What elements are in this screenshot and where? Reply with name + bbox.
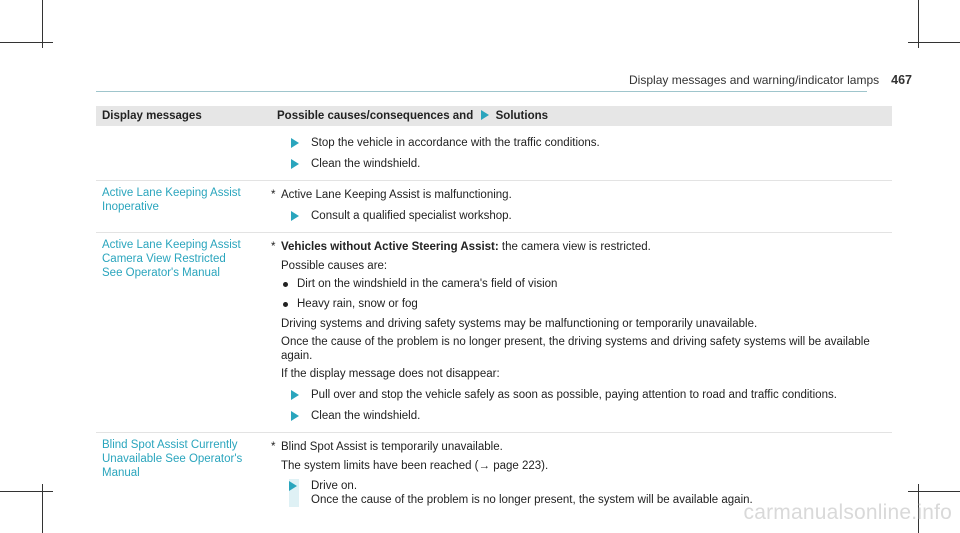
list-item-text: Dirt on the windshield in the camera's field of vision bbox=[297, 278, 558, 290]
cause-text: Blind Spot Assist is temporarily unavailable. bbox=[281, 441, 503, 453]
table-row bbox=[96, 433, 892, 510]
message-line: Unavailable See Operator's bbox=[102, 453, 243, 465]
step-text: Drive on. bbox=[311, 480, 358, 492]
cause-text: the camera view is restricted. bbox=[501, 241, 651, 253]
crop-mark bbox=[0, 491, 53, 492]
cause bbox=[271, 240, 892, 254]
step-text: Once the cause of the problem is no longer present, the system will be available again. bbox=[311, 494, 753, 506]
step-text: Pull over and stop the vehicle safely as soon as possible, paying attention to road and traffic conditions. bbox=[311, 389, 837, 401]
list-item bbox=[281, 277, 892, 291]
step-text: Stop the vehicle in accordance with the traffic conditions. bbox=[311, 137, 600, 149]
watermark: carmanualsonline.info bbox=[743, 501, 952, 524]
step-text: Consult a qualified specialist workshop. bbox=[311, 210, 512, 222]
display-messages-table bbox=[96, 106, 892, 509]
message-line: Manual bbox=[102, 467, 140, 479]
paragraph: Once the cause of the problem is no longer present, the driving systems and driving safety systems will be available again. bbox=[281, 336, 870, 362]
running-head bbox=[629, 73, 912, 87]
col-header-solutions-label: Solutions bbox=[495, 110, 549, 122]
step-text: Clean the windshield. bbox=[311, 158, 421, 170]
arrow-icon bbox=[291, 411, 299, 421]
col-header-causes bbox=[261, 106, 892, 126]
page-number: 467 bbox=[891, 73, 912, 87]
list-item bbox=[281, 297, 892, 311]
message-line: See Operator's Manual bbox=[102, 267, 220, 279]
message-line: Active Lane Keeping Assist bbox=[102, 239, 241, 251]
crop-mark bbox=[908, 42, 960, 43]
display-message bbox=[96, 433, 261, 510]
paragraph: Possible causes are: bbox=[281, 260, 388, 272]
solution-step bbox=[289, 388, 892, 402]
paragraph: If the display message does not disappear: bbox=[281, 368, 500, 380]
step-text: Clean the windshield. bbox=[311, 410, 421, 422]
header-rule bbox=[96, 91, 867, 92]
table-row bbox=[96, 126, 892, 181]
solution-step bbox=[289, 157, 892, 171]
star-marker: * bbox=[271, 441, 276, 453]
paragraph: The system limits have been reached (→ page 223). bbox=[281, 460, 549, 472]
crop-mark bbox=[908, 491, 960, 492]
bullet-icon bbox=[283, 302, 288, 307]
arrow-icon bbox=[291, 390, 299, 400]
arrow-icon bbox=[291, 138, 299, 148]
solution-step bbox=[289, 136, 892, 150]
paragraph: Driving systems and driving safety systems may be malfunctioning or temporarily unavailable. bbox=[281, 318, 758, 330]
section-title: Display messages and warning/indicator lamps bbox=[629, 73, 880, 87]
cause-text: Active Lane Keeping Assist is malfunctioning. bbox=[281, 189, 512, 201]
arrow-icon bbox=[289, 481, 297, 491]
display-message bbox=[96, 233, 261, 433]
cause bbox=[271, 188, 892, 202]
col-header-messages: Display messages bbox=[96, 106, 261, 126]
crop-mark bbox=[0, 42, 53, 43]
table-header-row bbox=[96, 106, 892, 126]
bullet-icon bbox=[283, 282, 288, 287]
arrow-icon bbox=[291, 211, 299, 221]
solution-step bbox=[289, 409, 892, 423]
message-line: Camera View Restricted bbox=[102, 253, 226, 265]
crop-mark bbox=[918, 0, 919, 48]
table-row bbox=[96, 233, 892, 433]
col-header-causes-label: Possible causes/consequences and bbox=[277, 110, 474, 122]
display-message bbox=[96, 181, 261, 233]
cause bbox=[271, 440, 892, 454]
message-line: Active Lane Keeping Assist bbox=[102, 187, 241, 199]
arrow-icon bbox=[291, 159, 299, 169]
star-marker: * bbox=[271, 241, 276, 253]
table-row bbox=[96, 181, 892, 233]
arrow-icon bbox=[481, 110, 489, 120]
list-item-text: Heavy rain, snow or fog bbox=[297, 298, 418, 310]
cause-condition: Vehicles without Active Steering Assist: bbox=[281, 241, 499, 253]
step-highlight bbox=[289, 479, 299, 507]
message-line: Blind Spot Assist Currently bbox=[102, 439, 238, 451]
solution-step bbox=[289, 209, 892, 223]
crop-mark bbox=[42, 0, 43, 48]
star-marker: * bbox=[271, 189, 276, 201]
message-line: Inoperative bbox=[102, 201, 159, 213]
